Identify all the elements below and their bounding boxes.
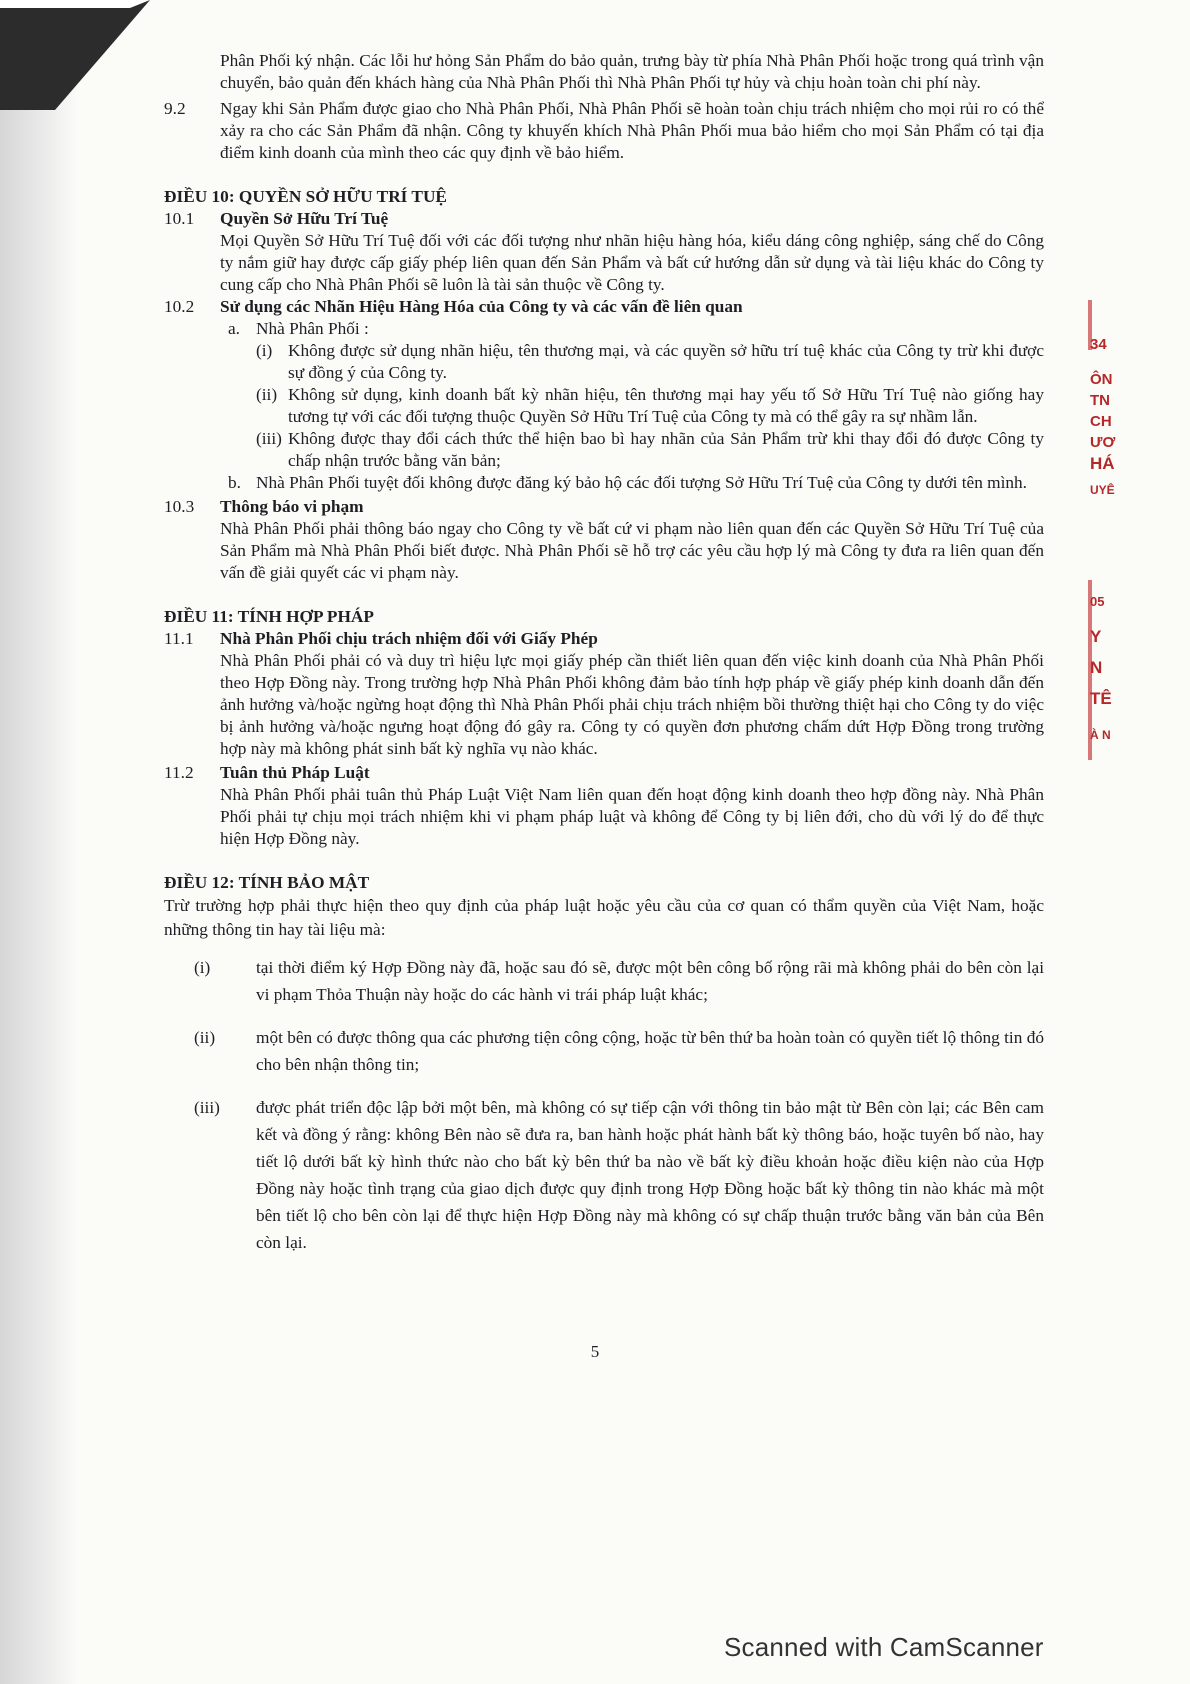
item-text: Không được sử dụng nhãn hiệu, tên thương mại, và các quyền sở hữu trí tuệ khác của Công ty trừ khi được sự đồng ý của Công ty. bbox=[288, 341, 1044, 382]
item-marker: (i) bbox=[256, 341, 273, 360]
clause-11-1-text: Nhà Phân Phối phải có và duy trì hiệu lực mọi giấy phép cần thiết liên quan đến việc kinh doanh của Nhà Phân Phối theo Hợp Đồng này. Trong trường hợp Nhà Phân Phối không đảm bảo tính hợp pháp về giấy phép kinh doanh dẫn đến ảnh hưởng và/hoặc ngừng hoạt động thì Nhà Phân Phối phải chịu trách nhiệm bồi thường thiệt hại cho Công ty do việc bị ảnh hưởng và/hoặc ngưng hoạt động đó gây ra. Công ty có quyền đơn phương chấm dứt Hợp Đồng trong trường hợp này mà không phát sinh bất kỳ nghĩa vụ nào khác. bbox=[220, 651, 1044, 758]
stamp-fragment: N bbox=[1090, 658, 1103, 677]
clause-number: 11.2 bbox=[164, 763, 194, 782]
item-10-2-a bbox=[164, 318, 1044, 340]
item-text: một bên có được thông qua các phương tiện công cộng, hoặc từ bên thứ ba hoàn toàn có quyền tiết lộ thông tin đó cho bên nhận thông tin; bbox=[256, 1028, 1044, 1074]
item-10-2-b bbox=[164, 472, 1044, 494]
item-10-2-a-ii bbox=[164, 384, 1044, 428]
stamp-fragment: À N bbox=[1090, 728, 1111, 742]
item-text: Không được thay đổi cách thức thể hiện bao bì hay nhãn của Sản Phẩm trừ khi thay đổi đó được Công ty chấp nhận trước bằng văn bản; bbox=[288, 429, 1044, 470]
clause-9-2 bbox=[164, 98, 1044, 164]
item-text: Không sử dụng, kinh doanh bất kỳ nhãn hiệu, tên thương mại hay yếu tố Sở Hữu Trí Tuệ nào giống hay tương tự với các đối tượng thuộc Quyền Sở Hữu Trí Tuệ của Công ty mà có thể gây ra sự nhầm lẫn. bbox=[288, 385, 1044, 426]
stamp-fragment: ƯƠ bbox=[1090, 434, 1116, 451]
scan-edge-shadow bbox=[0, 0, 78, 1684]
red-seal-stamp bbox=[1090, 320, 1150, 760]
clause-10-3 bbox=[164, 496, 1044, 518]
stamp-fragment: 05 bbox=[1090, 594, 1105, 609]
clause-title: Sử dụng các Nhãn Hiệu Hàng Hóa của Công ty và các vấn đề liên quan bbox=[220, 297, 743, 316]
item-marker: (i) bbox=[194, 958, 211, 977]
clause-number: 10.3 bbox=[164, 497, 195, 516]
stamp-fragment: 34 bbox=[1090, 336, 1107, 353]
stamp-fragment: UYÊ bbox=[1090, 483, 1115, 497]
camscanner-watermark: Scanned with CamScanner bbox=[724, 1632, 1044, 1662]
stamp-fragment: TN bbox=[1090, 392, 1110, 409]
paragraph-9-1-continued: Phân Phối ký nhận. Các lỗi hư hỏng Sản Phẩm do bảo quản, trưng bày từ phía Nhà Phân Phối hoặc trong quá trình vận chuyển, bảo quản đến khách hàng của Nhà Phân Phối thì Nhà Phân Phối tự hủy và chịu hoàn toàn chi phí này. bbox=[220, 51, 1044, 92]
stamp-fragment: TÊ bbox=[1090, 689, 1112, 708]
clause-title: Thông báo vi phạm bbox=[220, 497, 364, 516]
stamp-fragment: HÁ bbox=[1090, 454, 1115, 473]
stamp-fragment: ÔN bbox=[1090, 371, 1113, 388]
item-marker: (iii) bbox=[256, 429, 282, 448]
document-body bbox=[164, 50, 1044, 1256]
article-12-item-i bbox=[164, 954, 1044, 1008]
item-marker: a. bbox=[228, 319, 240, 338]
article-12-intro: Trừ trường hợp phải thực hiện theo quy định của pháp luật hoặc yêu cầu của cơ quan có thẩm quyền của Việt Nam, hoặc những thông tin hay tài liệu mà: bbox=[164, 896, 1044, 939]
clause-10-3-text: Nhà Phân Phối phải thông báo ngay cho Công ty về bất cứ vi phạm nào liên quan đến các Quyền Sở Hữu Trí Tuệ của Sản Phẩm mà Nhà Phân Phối biết được. Nhà Phân Phối sẽ hỗ trợ các yêu cầu hợp lý mà Công ty đưa ra liên quan đến vấn đề giải quyết các vi phạm này. bbox=[220, 519, 1044, 582]
clause-number: 10.1 bbox=[164, 209, 195, 228]
clause-11-2-text: Nhà Phân Phối phải tuân thủ Pháp Luật Việt Nam liên quan đến hoạt động kinh doanh theo hợp đồng này. Nhà Phân Phối phải tự chịu mọi trách nhiệm khi vi phạm pháp luật và không để Công ty bị liên đới, cho dù với lý do để thực hiện Hợp Đồng này. bbox=[220, 785, 1044, 848]
article-12-title: ĐIỀU 12: TÍNH BẢO MẬT bbox=[164, 873, 370, 892]
stamp-fragment: Y bbox=[1090, 627, 1102, 646]
clause-number: 11.1 bbox=[164, 629, 194, 648]
item-marker: (iii) bbox=[194, 1098, 220, 1117]
item-10-2-a-iii bbox=[164, 428, 1044, 472]
item-marker: (ii) bbox=[194, 1028, 216, 1047]
item-text: tại thời điểm ký Hợp Đồng này đã, hoặc sau đó sẽ, được một bên công bố rộng rãi mà không phải do bên còn lại vi phạm Thỏa Thuận này hoặc do các hành vi trái pháp luật khác; bbox=[256, 958, 1044, 1004]
item-text: Nhà Phân Phối tuyệt đối không được đăng ký bảo hộ các đối tượng Sở Hữu Trí Tuệ của Công ty dưới tên mình. bbox=[256, 473, 1028, 492]
clause-number: 10.2 bbox=[164, 297, 195, 316]
clause-title: Nhà Phân Phối chịu trách nhiệm đối với Giấy Phép bbox=[220, 629, 598, 648]
article-10-title: ĐIỀU 10: QUYỀN SỞ HỮU TRÍ TUỆ bbox=[164, 187, 447, 206]
clause-title: Tuân thủ Pháp Luật bbox=[220, 763, 370, 782]
item-10-2-a-i bbox=[164, 340, 1044, 384]
clause-text: Ngay khi Sản Phẩm được giao cho Nhà Phân Phối, Nhà Phân Phối sẽ hoàn toàn chịu trách nhiệm cho mọi rủi ro có thể xảy ra cho các Sản Phẩm đã nhận. Công ty khuyến khích Nhà Phân Phối mua bảo hiểm cho mọi Sản Phẩm có tại địa điểm kinh doanh của mình theo các quy định về bảo hiểm. bbox=[220, 99, 1044, 162]
clause-number: 9.2 bbox=[164, 99, 186, 118]
stamp-fragment: CH bbox=[1090, 413, 1112, 430]
article-11-title: ĐIỀU 11: TÍNH HỢP PHÁP bbox=[164, 607, 374, 626]
page-number: 5 bbox=[590, 1342, 600, 1361]
item-marker: (ii) bbox=[256, 385, 278, 404]
clause-10-1-text: Mọi Quyền Sở Hữu Trí Tuệ đối với các đối tượng như nhãn hiệu hàng hóa, kiểu dáng công nghiệp, sáng chế do Công ty nắm giữ hay được cấp giấy phép liên quan đến Sản Phẩm và bất cứ hướng dẫn sử dụng và tài liệu khác do Công ty cung cấp cho Nhà Phân Phối sẽ luôn là tài sản thuộc về Công ty. bbox=[220, 231, 1044, 294]
clause-10-1 bbox=[164, 208, 1044, 230]
item-text: Nhà Phân Phối : bbox=[256, 319, 369, 338]
clause-10-2 bbox=[164, 296, 1044, 318]
article-12-item-iii bbox=[164, 1094, 1044, 1256]
clause-title: Quyền Sở Hữu Trí Tuệ bbox=[220, 209, 389, 228]
clause-11-1 bbox=[164, 628, 1044, 650]
item-marker: b. bbox=[228, 473, 241, 492]
item-text: được phát triển độc lập bởi một bên, mà không có sự tiếp cận với thông tin bảo mật từ Bên còn lại; các Bên cam kết và đồng ý rằng: không Bên nào sẽ đưa ra, ban hành hoặc phát hành bất kỳ thông báo, hoặc tuyên bố nào, hay tiết lộ dưới bất kỳ hình thức nào cho bất kỳ bên thứ ba nào về bất kỳ điều khoản hoặc điều kiện nào của Hợp Đồng này hoặc tình trạng của giao dịch được quy định trong Hợp Đồng hoặc bất kỳ thông tin nào khác mà một bên tiết lộ cho bên còn lại để thực hiện Hợp Đồng này mà không có sự chấp thuận trước bằng văn bản của Bên còn lại. bbox=[256, 1098, 1044, 1252]
clause-11-2 bbox=[164, 762, 1044, 784]
article-12-item-ii bbox=[164, 1024, 1044, 1078]
